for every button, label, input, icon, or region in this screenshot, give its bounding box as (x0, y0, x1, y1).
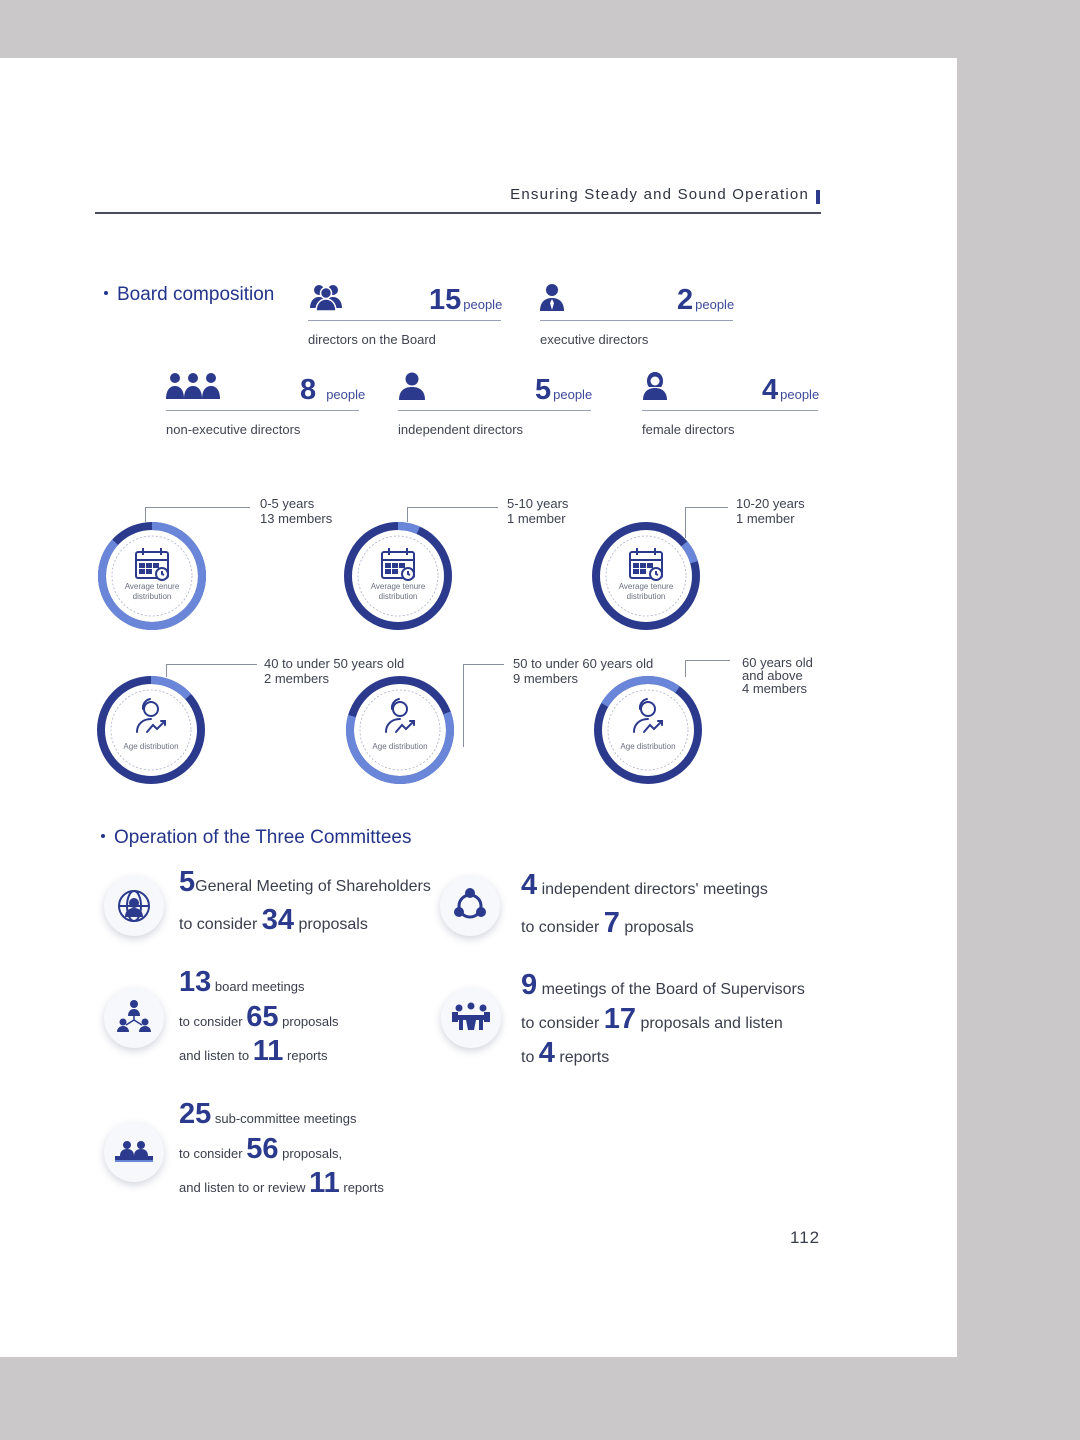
prefix-text: to consider (521, 919, 600, 936)
bullet (104, 291, 108, 295)
group-icon (308, 282, 344, 312)
callout-count: 9 members (513, 671, 579, 686)
age-ring-40-50 (95, 674, 207, 786)
executive-stat (677, 284, 734, 317)
stat-unit: people (326, 387, 366, 402)
tenure-ring-5-10 (342, 520, 454, 632)
board-line2 (179, 1001, 338, 1034)
suffix-text: proposals (298, 916, 368, 933)
tenure-callout-0-5 (260, 496, 332, 526)
stat-label-executive: executive directors (540, 332, 649, 347)
prefix-text: to consider (521, 1015, 600, 1032)
board-proposals-count: 65 (246, 1001, 279, 1033)
supervisors-meetings-text: meetings of the Board of Supervisors (541, 981, 805, 998)
committees-title (101, 827, 411, 849)
stat-value: 2 (677, 284, 694, 316)
supervisors-line3 (521, 1037, 609, 1070)
running-header: Ensuring Steady and Sound Operation (510, 186, 809, 203)
subcommittee-line2 (179, 1133, 342, 1166)
prefix-text: and listen to or review (179, 1180, 306, 1195)
shareholders-meetings-text: General Meeting of Shareholders (195, 878, 431, 895)
board-reports-count: 11 (252, 1035, 284, 1067)
board-line1 (179, 966, 305, 999)
board-line3 (179, 1035, 328, 1068)
stat-rule (308, 320, 501, 321)
prefix-text: to consider (179, 1014, 243, 1029)
stat-unit: people (463, 297, 503, 312)
stat-label-female: female directors (642, 422, 735, 437)
tenure-ring-0-5 (96, 520, 208, 632)
shareholders-line1 (179, 866, 431, 899)
prefix-text: to (521, 1049, 535, 1066)
independent-proposals-count: 7 (603, 907, 620, 939)
callout-count: 1 member (736, 511, 795, 526)
report-page (0, 58, 957, 1357)
prefix-text: to consider (179, 1146, 243, 1161)
shareholders-line2 (179, 904, 368, 937)
leader-line (463, 664, 504, 747)
subcommittee-meetings-text: sub-committee meetings (214, 1111, 357, 1126)
subcommittee-line3 (179, 1167, 384, 1200)
suffix-text: reports (559, 1049, 610, 1066)
ring-caption: Age distribution (123, 742, 179, 751)
stat-rule (166, 410, 359, 411)
stat-value: 4 (762, 374, 779, 406)
independent-line2 (521, 907, 694, 940)
board-composition-title (104, 284, 274, 306)
age-ring-50-60 (344, 674, 456, 786)
stat-rule (642, 410, 818, 411)
stat-rule (540, 320, 733, 321)
prefix-text: to consider (179, 916, 258, 933)
female-stat (762, 374, 819, 407)
ring-highlight-segment (592, 674, 704, 786)
ring-caption: Average tenure distribution (370, 582, 426, 601)
stat-value: 8 (300, 374, 317, 406)
stat-unit: people (695, 297, 735, 312)
stat-label-directors: directors on the Board (308, 332, 436, 347)
suffix-text: proposals, (282, 1146, 343, 1161)
page-number: 112 (790, 1228, 821, 1247)
ring-caption: Age distribution (620, 742, 676, 751)
bullet (101, 834, 105, 838)
tenure-callout-5-10 (507, 496, 568, 526)
ring-caption: Age distribution (372, 742, 428, 751)
callout-range: 60 years old (742, 655, 813, 670)
header-accent-bar (816, 190, 820, 204)
board-total-stat (429, 284, 502, 317)
suffix-text: reports (343, 1180, 384, 1195)
leader-line (407, 507, 498, 522)
age-person-icon (137, 699, 165, 732)
meeting-table-icon (441, 988, 501, 1048)
ring-caption: Average tenure distribution (618, 582, 674, 601)
callout-range: 0-5 years (260, 496, 315, 511)
non-executive-stat (300, 374, 365, 407)
suffix-text: reports (287, 1048, 328, 1063)
calendar-icon (630, 548, 662, 580)
header-rule (95, 212, 821, 214)
age-ring-60-plus (592, 674, 704, 786)
leader-line (166, 664, 257, 677)
prefix-text: and listen to (179, 1048, 250, 1063)
globe-people-icon (104, 876, 164, 936)
committee-desk-icon (104, 1122, 164, 1182)
independent-meetings-count: 4 (521, 869, 538, 901)
board-meetings-text: board meetings (214, 979, 305, 994)
age-callout-60-plus (742, 656, 813, 695)
person-icon (398, 371, 426, 401)
stat-value: 5 (535, 374, 552, 406)
stat-unit: people (553, 387, 593, 402)
supervisors-line2 (521, 1003, 783, 1036)
callout-range: 40 to under 50 years old (264, 656, 405, 671)
suffix-text: proposals and listen (640, 1015, 783, 1032)
supervisors-proposals-count: 17 (603, 1003, 636, 1035)
subcommittee-reports-count: 11 (309, 1167, 340, 1199)
age-person-icon (634, 699, 662, 732)
group-large-icon (166, 371, 220, 401)
leader-line (145, 507, 250, 522)
stat-label-independent: independent directors (398, 422, 524, 437)
callout-count: 1 member (507, 511, 566, 526)
callout-range: and above (742, 668, 803, 683)
callout-count: 2 members (264, 671, 330, 686)
independent-line1 (521, 869, 768, 902)
circle-network-icon (440, 876, 500, 936)
ring-highlight-segment (344, 674, 456, 786)
calendar-icon (136, 548, 168, 580)
subcommittee-line1 (179, 1098, 357, 1131)
executive-icon (537, 282, 567, 312)
subcommittee-meetings-count: 25 (179, 1098, 212, 1130)
shareholders-proposals-count: 34 (261, 904, 294, 936)
female-icon (642, 371, 668, 401)
stat-unit: people (780, 387, 820, 402)
leader-line (685, 660, 730, 677)
callout-range: 50 to under 60 years old (513, 656, 654, 671)
calendar-icon (382, 548, 414, 580)
stat-value: 15 (429, 284, 462, 316)
supervisors-meetings-count: 9 (521, 969, 538, 1001)
shareholders-meetings-count: 5 (179, 866, 196, 898)
ring-caption: Average tenure distribution (124, 582, 180, 601)
committees-title-text: Operation of the Three Committees (114, 827, 412, 848)
subcommittee-proposals-count: 56 (246, 1133, 279, 1165)
age-person-icon (386, 699, 414, 732)
callout-range: 10-20 years (736, 496, 805, 511)
stat-label-non-executive: non-executive directors (166, 422, 301, 437)
suffix-text: proposals (624, 919, 694, 936)
suffix-text: proposals (282, 1014, 339, 1029)
callout-range: 5-10 years (507, 496, 569, 511)
independent-stat (535, 374, 592, 407)
board-meetings-count: 13 (179, 966, 212, 998)
supervisors-line1 (521, 969, 805, 1002)
stat-rule (398, 410, 591, 411)
independent-meetings-text: independent directors' meetings (541, 881, 768, 898)
org-chart-icon (104, 988, 164, 1048)
board-composition-title-text: Board composition (117, 284, 275, 305)
callout-count: 4 members (742, 681, 808, 696)
tenure-callout-10-20 (736, 496, 805, 526)
leader-line (685, 507, 728, 538)
supervisors-reports-count: 4 (538, 1037, 555, 1069)
callout-count: 13 members (260, 511, 333, 526)
